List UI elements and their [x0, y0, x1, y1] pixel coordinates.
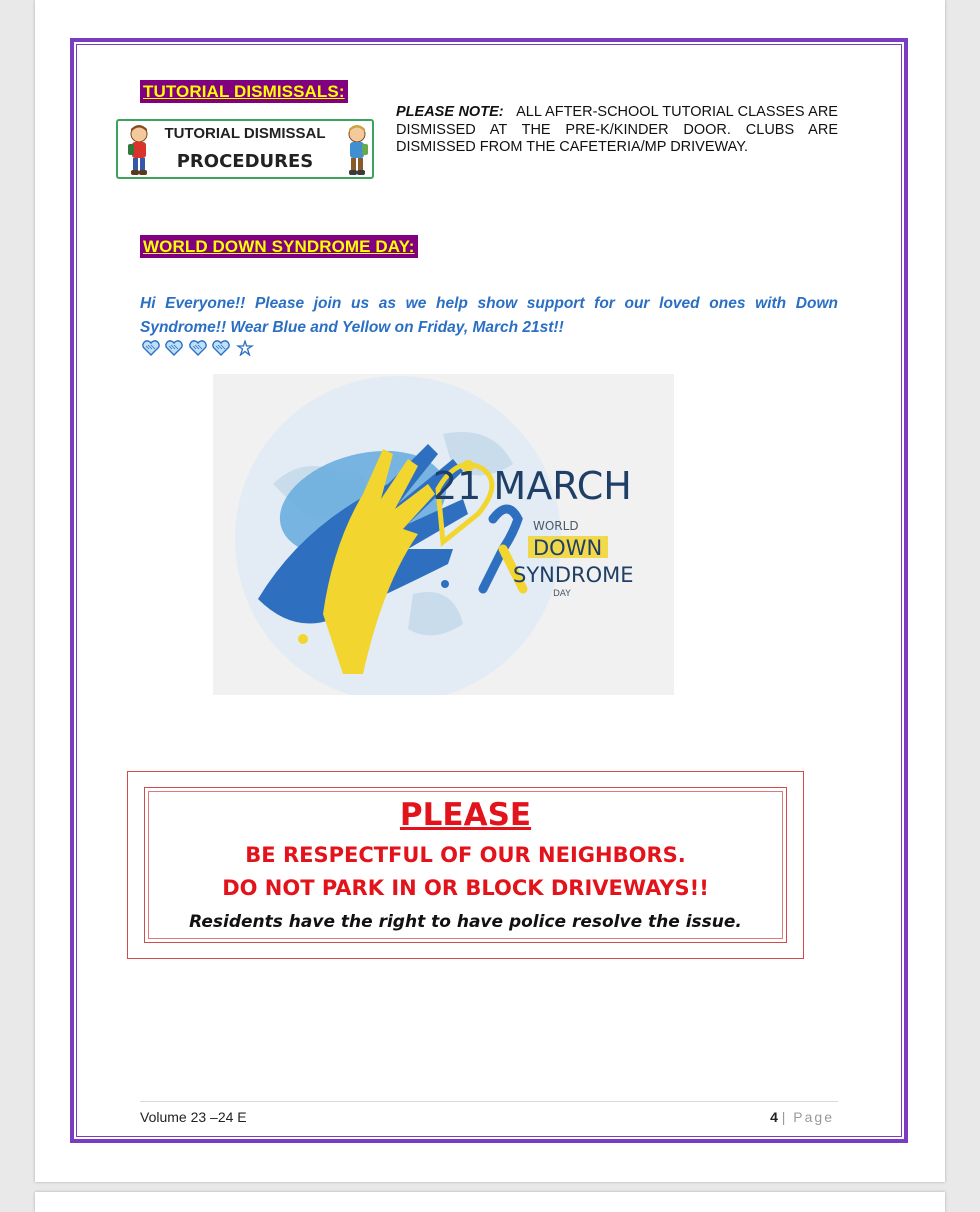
blue-heart-icon: [189, 340, 207, 361]
wdsd-poster-image: [213, 374, 674, 695]
note-body: ALL AFTER-SCHOOL TUTORIAL CLASSES ARE DISMISSED AT THE PRE-K/KINDER DOOR. CLUBS ARE DISMISSED FROM THE CAFETERIA/MP DRIVEWAY.: [396, 104, 838, 155]
blue-heart-icon: [142, 340, 160, 361]
poster-word-day: DAY: [553, 589, 571, 599]
sparkle-icon: [236, 340, 254, 361]
notice-line-driveways: DO NOT PARK IN OR BLOCK DRIVEWAYS!!: [222, 876, 709, 900]
page-label: | Page: [781, 1109, 834, 1125]
footer-page: [770, 1109, 834, 1125]
blue-heart-icon: [212, 340, 230, 361]
badge-subtitle: PROCEDURES: [176, 151, 314, 172]
page-number: 4: [770, 1109, 778, 1125]
tutorial-note: [396, 104, 838, 157]
wdsd-heading: [140, 235, 418, 258]
poster-word-world: WORLD: [533, 519, 579, 533]
footer-volume: Volume 23 –24 E: [140, 1109, 247, 1125]
wdsd-poster-graphic: [213, 374, 674, 695]
note-lead: PLEASE NOTE:: [396, 104, 504, 120]
next-page-edge: [35, 1192, 945, 1212]
footer-divider: [140, 1101, 838, 1102]
poster-date: 21 MARCH: [433, 464, 632, 508]
tutorial-heading-text: TUTORIAL DISMISSALS:: [143, 82, 345, 101]
hearts-row: [142, 340, 255, 358]
badge-title: TUTORIAL DISMISSAL: [164, 125, 326, 142]
poster-word-down: DOWN: [533, 536, 603, 560]
blue-heart-icon: [165, 340, 183, 361]
notice-footnote: Residents have the right to have police resolve the issue.: [189, 912, 742, 932]
student-right-icon: [344, 125, 370, 177]
tutorial-badge: [116, 119, 374, 179]
notice-title: PLEASE: [399, 797, 532, 833]
wdsd-heading-text: WORLD DOWN SYNDROME DAY:: [143, 237, 415, 256]
notice-line-respect: BE RESPECTFUL OF OUR NEIGHBORS.: [245, 843, 686, 867]
tutorial-heading: [140, 80, 348, 103]
poster-word-syndrome: SYNDROME: [513, 563, 634, 587]
wdsd-message: Hi Everyone!! Please join us as we help show support for our loved ones with Down Syndrome!! Wear Blue and Yellow on Friday, March 21st!!: [140, 295, 838, 336]
